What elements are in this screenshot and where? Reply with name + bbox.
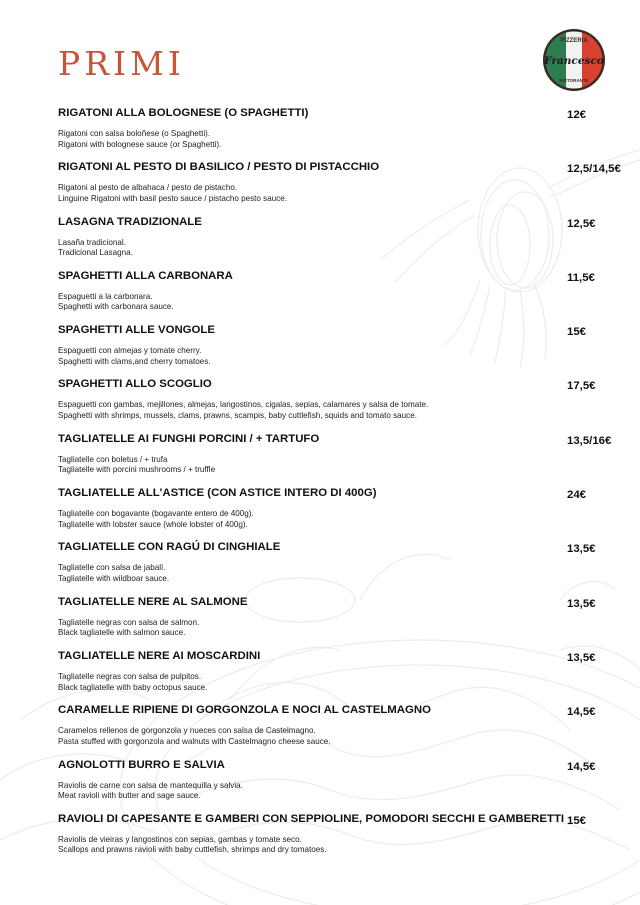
- menu-item-description: [58, 781, 630, 802]
- menu-item-description: [58, 672, 630, 693]
- description-english: Pasta stuffed with gorgonzola and walnuts with Castelmagno cheese sauce.: [58, 736, 331, 746]
- menu-item-name: RIGATONI ALLA BOLOGNESE (O SPAGHETTI): [58, 107, 309, 119]
- menu-item-name: TAGLIATELLE AI FUNGHI PORCINI / + TARTUFO: [58, 432, 320, 445]
- menu-list: [58, 103, 630, 863]
- logo-top-text: PIZZERIA: [560, 38, 588, 44]
- description-spanish: Tagliatelle con bogavante (bogavante entero de 400g).: [58, 509, 254, 519]
- description-spanish: Tagliatelle negras con salsa de pulpitos.: [58, 671, 202, 681]
- menu-item-description: [58, 346, 630, 367]
- description-english: Tagliatelle with lobster sauce (whole lobster of 400g).: [58, 519, 248, 529]
- description-english: Black tagliatelle with salmon sauce.: [58, 628, 186, 638]
- menu-item-price: 24€: [567, 489, 587, 502]
- description-english: Spaghetti with carbonara sauce.: [58, 302, 174, 312]
- menu-item-description: [58, 563, 630, 584]
- description-spanish: Espaguetti con gambas, mejillones, almejas, langostinos, cigalas, sepias, calamares y salsa de tomate.: [58, 400, 429, 410]
- menu-item-price: 12€: [567, 109, 587, 121]
- description-spanish: Caramelos rellenos de gorgonzola y nueces con salsa de Castelmagno.: [58, 726, 316, 736]
- description-spanish: Tagliatelle con salsa de jabalí.: [58, 563, 166, 573]
- menu-item-name: RAVIOLI DI CAPESANTE E GAMBERI CON SEPPIOLINE, POMODORI SECCHI E GAMBERETTI: [58, 812, 565, 825]
- menu-item-description: [58, 292, 630, 313]
- logo-name: Francesco: [544, 55, 604, 67]
- menu-item: [58, 646, 630, 700]
- menu-item: [58, 537, 630, 591]
- description-spanish: Raviolis de carne con salsa de mantequilla y salvia.: [58, 780, 243, 790]
- menu-item-description: [58, 726, 630, 747]
- description-spanish: Tagliatelle con boletus / + trufa: [58, 454, 168, 464]
- menu-item-description: [58, 129, 630, 150]
- menu-item-name: AGNOLOTTI BURRO E SALVIA: [58, 758, 225, 771]
- menu-item: [58, 266, 630, 320]
- menu-item-name: SPAGHETTI ALLO SCOGLIO: [58, 378, 212, 391]
- menu-item-name: LASAGNA TRADIZIONALE: [58, 215, 202, 228]
- description-english: Black tagliatelle with baby octopus sauce.: [58, 682, 208, 692]
- description-english: Tagliatelle with wildboar sauce.: [58, 573, 170, 583]
- menu-item-name: TAGLIATELLE ALL'ASTICE (CON ASTICE INTERO DI 400G): [58, 487, 377, 500]
- restaurant-logo: [542, 28, 606, 92]
- menu-item-description: [58, 618, 630, 639]
- menu-item-price: 11,5€: [567, 271, 595, 284]
- menu-item: [58, 212, 630, 266]
- description-english: Spaghetti with clams,and cherry tomatoes.: [58, 356, 211, 366]
- menu-item-name: TAGLIATELLE NERE AI MOSCARDINI: [58, 649, 261, 662]
- description-spanish: Rigatoni al pesto de albahaca / pesto de pistacho.: [58, 183, 238, 193]
- menu-item-name: SPAGHETTI ALLE VONGOLE: [58, 324, 215, 337]
- description-english: Tagliatelle with porcini mushrooms / + truffle: [58, 465, 216, 475]
- logo-bottom-text: RISTORANTE: [559, 78, 589, 83]
- menu-item-name: CARAMELLE RIPIENE DI GORGONZOLA E NOCI AL CASTELMAGNO: [58, 704, 431, 717]
- menu-item: [58, 592, 630, 646]
- menu-item-name: SPAGHETTI ALLA CARBONARA: [58, 269, 233, 282]
- page-title: PRIMI: [58, 44, 185, 83]
- menu-item-price: 12,5€: [567, 217, 596, 230]
- menu-item-price: 17,5€: [567, 380, 596, 393]
- menu-item-price: 15€: [567, 814, 587, 827]
- description-spanish: Rigatoni con salsa boloñese (o Spaghetti).: [58, 129, 211, 138]
- menu-item: [58, 157, 630, 211]
- menu-item: [58, 700, 630, 754]
- menu-item: [58, 809, 630, 863]
- menu-item-name: TAGLIATELLE NERE AL SALMONE: [58, 595, 248, 608]
- menu-item-price: 13,5/16€: [567, 434, 612, 447]
- menu-item-name: RIGATONI AL PESTO DI BASILICO / PESTO DI PISTACCHIO: [58, 161, 380, 174]
- menu-item-price: 13,5€: [567, 543, 596, 556]
- menu-item: [58, 320, 630, 374]
- menu-item-description: [58, 238, 630, 259]
- description-english: Spaghetti with shrimps, mussels, clams, prawns, scampis, baby cuttlefish, squids and tomato sauce.: [58, 411, 417, 421]
- menu-item: [58, 483, 630, 537]
- description-spanish: Espaguetti a la carbonara.: [58, 291, 153, 301]
- menu-item-price: 14,5€: [567, 760, 596, 773]
- description-spanish: Espaguetti con almejas y tomate cherry.: [58, 346, 202, 356]
- menu-item: [58, 755, 630, 809]
- menu-item: [58, 374, 630, 428]
- menu-item-description: [58, 400, 630, 421]
- menu-item-price: 14,5€: [567, 706, 596, 719]
- description-spanish: Tagliatelle negras con salsa de salmon.: [58, 617, 200, 627]
- menu-item-description: [58, 455, 630, 476]
- menu-item-price: 13,5€: [567, 651, 596, 664]
- menu-item-price: 13,5€: [567, 597, 596, 610]
- menu-item-description: [58, 183, 630, 204]
- menu-item-description: [58, 509, 630, 530]
- menu-item-price: 12,5/14,5€: [567, 163, 621, 176]
- menu-item-name: TAGLIATELLE CON RAGÚ DI CINGHIALE: [58, 541, 281, 554]
- menu-item-description: [58, 835, 630, 856]
- description-english: Rigatoni with bolognese sauce (or Spaghetti).: [58, 139, 222, 149]
- description-english: Meat ravioli with butter and sage sauce.: [58, 791, 201, 801]
- description-english: Tradicional Lasagna.: [58, 248, 133, 258]
- menu-item-price: 15€: [567, 326, 587, 339]
- description-english: Scallops and prawns ravioli with baby cuttlefish, shrimps and dry tomatoes.: [58, 845, 327, 855]
- menu-item: [58, 103, 630, 157]
- description-spanish: Raviolis de vieiras y langostinos con sepias, gambas y tomate seco.: [58, 834, 302, 844]
- description-spanish: Lasaña tradicional.: [58, 237, 126, 247]
- menu-item: [58, 429, 630, 483]
- description-english: Linguine Rigatoni with basil pesto sauce / pistacho pesto sauce.: [58, 193, 288, 203]
